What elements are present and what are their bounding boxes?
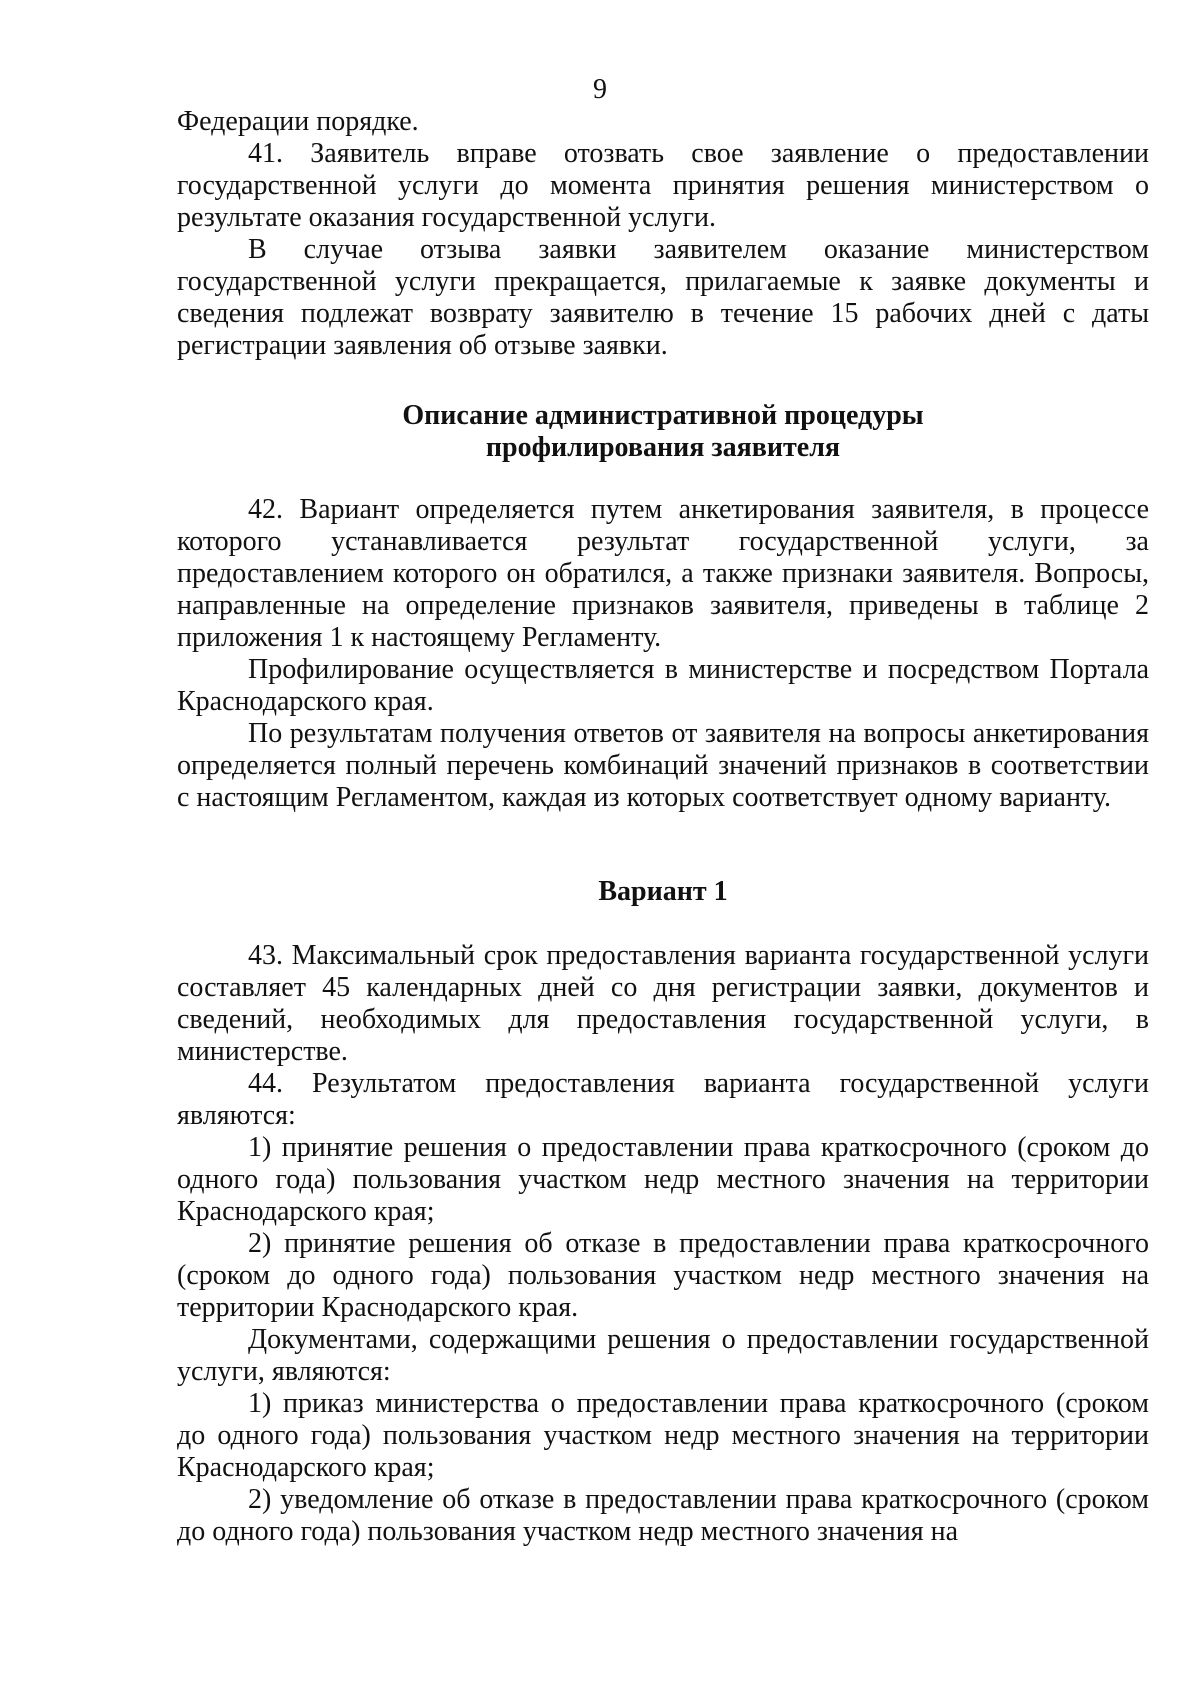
list-item-document-1: 1) приказ министерства о предоставлении права краткосрочного (сроком до одного года) пользования участком недр местного значения на территории Краснодарского края; <box>177 1388 1149 1483</box>
heading-variant-1: Вариант 1 <box>598 876 728 907</box>
list-item-result-1: 1) принятие решения о предоставлении права краткосрочного (сроком до одного года) пользования участком недр местного значения на территории Краснодарского края; <box>177 1132 1149 1227</box>
paragraph-41: 41. Заявитель вправе отозвать свое заявление о предоставлении государственной услуги до момента принятия решения министерством о результате оказания государственной услуги. <box>177 138 1149 233</box>
text-block-profiling <box>177 494 1149 814</box>
paragraph-continuation: Федерации порядке. <box>177 106 419 137</box>
heading-line-2: профилирования заявителя <box>485 432 841 463</box>
list-item-result-2: 2) принятие решения об отказе в предоставлении права краткосрочного (сроком до одного года) пользования участком недр местного значения на территории Краснодарского края. <box>177 1228 1149 1323</box>
paragraph-questionnaire-results: По результатам получения ответов от заявителя на вопросы анкетирования определяется полный перечень комбинаций значений признаков в соответствии с настоящим Регламентом, каждая из которых соответствует одному варианту. <box>177 718 1149 813</box>
paragraph-profiling-portal: Профилирование осуществляется в министерстве и посредством Портала Краснодарского края. <box>177 654 1149 717</box>
paragraph-44: 44. Результатом предоставления варианта государственной услуги являются: <box>177 1068 1149 1131</box>
list-item-document-2: 2) уведомление об отказе в предоставлении права краткосрочного (сроком до одного года) пользования участком недр местного значения на <box>177 1484 1149 1547</box>
page-number: 9 <box>593 74 607 105</box>
text-block-variant-1 <box>177 940 1149 1548</box>
text-block-intro <box>177 106 1149 362</box>
heading-line-1: Описание административной процедуры <box>402 400 924 431</box>
paragraph-withdrawal: В случае отзыва заявки заявителем оказание министерством государственной услуги прекращается, прилагаемые к заявке документы и сведения подлежат возврату заявителю в течение 15 рабочих дней с даты регистрации заявления об отзыве заявки. <box>177 234 1149 361</box>
paragraph-43: 43. Максимальный срок предоставления варианта государственной услуги составляет 45 календарных дней со дня регистрации заявки, документов и сведений, необходимых для предоставления государственной услуги, в министерстве. <box>177 940 1149 1067</box>
paragraph-documents: Документами, содержащими решения о предоставлении государственной услуги, являются: <box>177 1324 1149 1387</box>
section-heading-variant-1 <box>177 876 1149 908</box>
section-heading-profiling <box>177 400 1149 464</box>
paragraph-42: 42. Вариант определяется путем анкетирования заявителя, в процессе которого устанавливается результат государственной услуги, за предоставлением которого он обратился, а также признаки заявителя. Вопросы, направленные на определение признаков заявителя, приведены в таблице 2 приложения 1 к настоящему Регламенту. <box>177 494 1149 653</box>
